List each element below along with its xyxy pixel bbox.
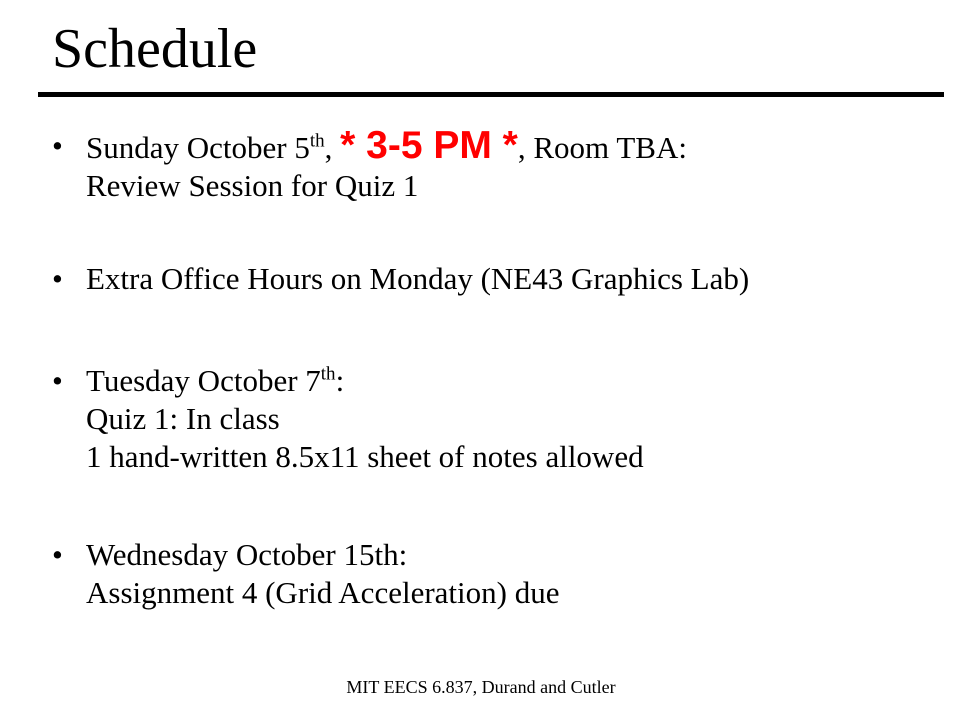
slide-footer bbox=[0, 676, 960, 698]
bullet-icon: • bbox=[52, 537, 63, 572]
bullet-line bbox=[86, 124, 687, 167]
ordinal-suffix: th bbox=[309, 130, 325, 152]
bullet-line: Wednesday October 15th: bbox=[86, 537, 408, 572]
separator-text: , bbox=[324, 130, 341, 165]
time-highlight: * 3-5 PM * bbox=[340, 124, 518, 167]
bullet-text bbox=[86, 362, 644, 476]
bullet-text bbox=[86, 124, 687, 205]
bullet-line: 1 hand-written 8.5x11 sheet of notes allowed bbox=[86, 439, 644, 474]
bullet-line: Quiz 1: In class bbox=[86, 401, 280, 436]
room-text: , Room TBA: bbox=[517, 130, 687, 165]
bullet-line bbox=[86, 362, 644, 400]
title-underline bbox=[38, 92, 944, 97]
bullet-line: Review Session for Quiz 1 bbox=[86, 168, 419, 203]
bullet-line: Assignment 4 (Grid Acceleration) due bbox=[86, 575, 560, 610]
bullet-icon: • bbox=[52, 128, 63, 163]
bullet-text bbox=[86, 260, 749, 298]
ordinal-suffix: th bbox=[320, 363, 336, 385]
date-text: Tuesday October 7 bbox=[86, 363, 321, 398]
footer-text: MIT EECS 6.837, Durand and Cutler bbox=[346, 677, 616, 697]
bullet-text bbox=[86, 536, 559, 612]
date-text: Sunday October 5 bbox=[86, 130, 310, 165]
bullet-line: Extra Office Hours on Monday (NE43 Graphics Lab) bbox=[86, 261, 750, 296]
bullet-icon: • bbox=[52, 261, 63, 296]
separator-text: : bbox=[335, 363, 345, 398]
bullet-icon: • bbox=[52, 363, 63, 398]
slide-title: Schedule bbox=[52, 18, 258, 80]
